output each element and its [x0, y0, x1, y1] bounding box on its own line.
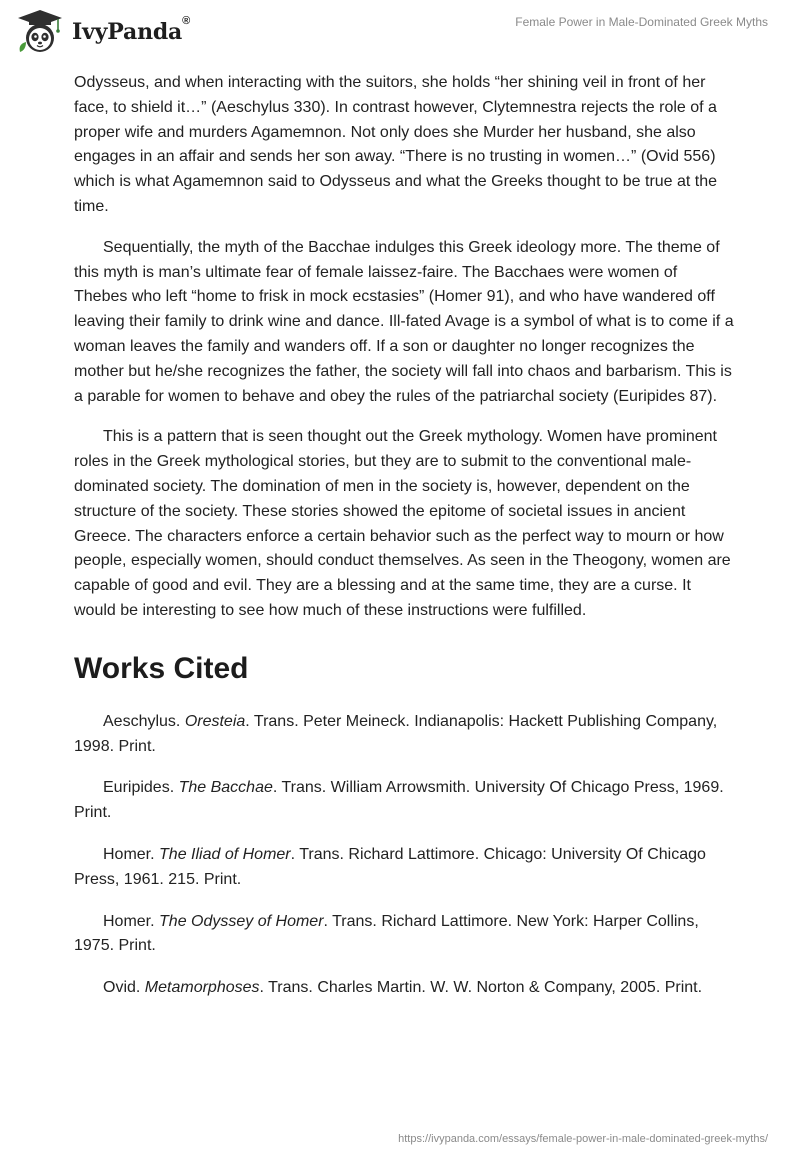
body-paragraph: Odysseus, and when interacting with the suitors, she holds “her shining veil in front of her face, to shield it…” (Aeschylus 330). In contrast however, Clytemnestra rejects the role of a proper wife and murders Agamemnon. Not only does she Murder her husband, she also engages in an affair and sends her son away. “There is no trusting in women…” (Ovid 556) which is what Agamemnon said to Odysseus and what the Greeks thought to be true at the time.	[74, 74, 718, 215]
citation-entry: Aeschylus. Oresteia. Trans. Peter Meineck. Indianapolis: Hackett Publishing Company, 1998. Print.	[74, 712, 718, 755]
panda-graduate-icon	[14, 8, 66, 56]
essay-content	[74, 71, 734, 1018]
page-header	[0, 0, 800, 70]
logo-text: IvyPanda®	[72, 15, 191, 45]
ivypanda-logo[interactable]	[14, 8, 190, 56]
citation-entry: Homer. The Iliad of Homer. Trans. Richard Lattimore. Chicago: University Of Chicago Press, 1961. 215. Print.	[74, 845, 706, 888]
citation-entry: Homer. The Odyssey of Homer. Trans. Richard Lattimore. New York: Harper Collins, 1975. Print.	[74, 912, 699, 955]
document-title: Female Power in Male-Dominated Greek Myths	[515, 15, 768, 29]
citation-entry: Euripides. The Bacchae. Trans. William Arrowsmith. University Of Chicago Press, 1969. Print.	[74, 779, 724, 822]
source-url-link[interactable]: https://ivypanda.com/essays/female-power-in-male-dominated-greek-myths/	[398, 1133, 768, 1145]
citation-list	[74, 710, 734, 1001]
body-paragraph: This is a pattern that is seen thought out the Greek mythology. Women have prominent roles in the Greek mythological stories, but they are to submit to the conventional male-dominated society. The domination of men in the society is, however, dependent on the structure of the society. These stories showed the epitome of societal issues in ancient Greece. The characters enforce a certain behavior such as the perfect way to mourn or how people, especially women, should conduct themselves. As seen in the Theogony, women are capable of good and evil. They are a blessing and at the same time, they are a curse. It would be interesting to see how much of these instructions were fulfilled.	[74, 428, 731, 619]
body-paragraph: Sequentially, the myth of the Bacchae indulges this Greek ideology more. The theme of this myth is man’s ultimate fear of female laissez-faire. The Bacchaes were women of Thebes who left “home to frisk in mock ecstasies” (Homer 91), and who have wandered off leaving their family to drink wine and dance. Ill-fated Avage is a symbol of what is to come if a woman leaves the family and wanders off. If a son or daughter no longer recognizes the mother but he/she recognizes the father, the society will fall into chaos and barbarism. This is a parable for women to behave and obey the rules of the patriarchal society (Euripides 87).	[74, 238, 734, 405]
works-cited-heading: Works Cited	[74, 651, 249, 685]
citation-entry: Ovid. Metamorphoses. Trans. Charles Martin. W. W. Norton & Company, 2005. Print.	[103, 979, 703, 997]
